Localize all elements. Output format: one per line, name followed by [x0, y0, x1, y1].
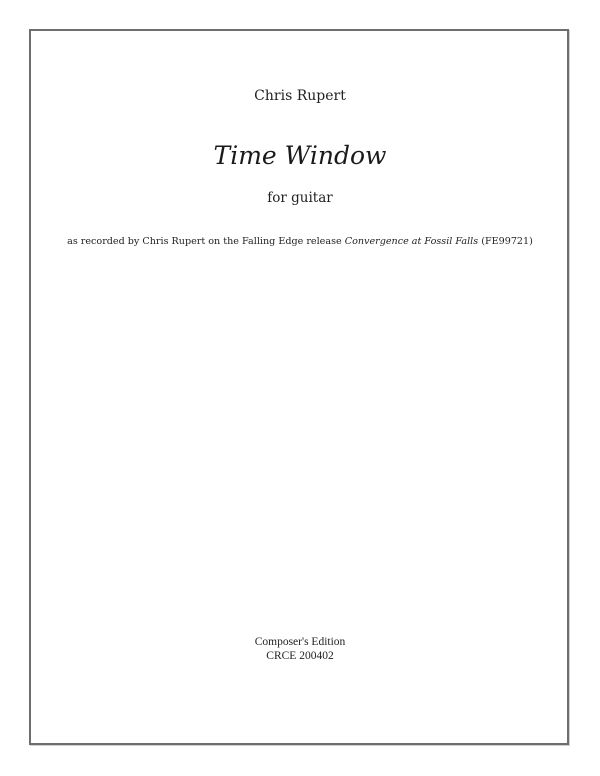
edition-catalog-number: CRCE 200402	[266, 650, 334, 662]
edition-block	[0, 635, 600, 663]
recording-note-suffix: (FE99721)	[478, 236, 533, 247]
album-title: Convergence at Fossil Falls	[344, 236, 479, 247]
composer-name: Chris Rupert	[254, 88, 346, 104]
edition-name: Composer's Edition	[254, 636, 346, 648]
recording-note	[0, 236, 600, 247]
recording-note-prefix: as recorded by Chris Rupert on the Falling Edge release	[67, 236, 345, 247]
work-title: Time Window	[213, 141, 387, 170]
instrumentation: for guitar	[267, 190, 333, 206]
